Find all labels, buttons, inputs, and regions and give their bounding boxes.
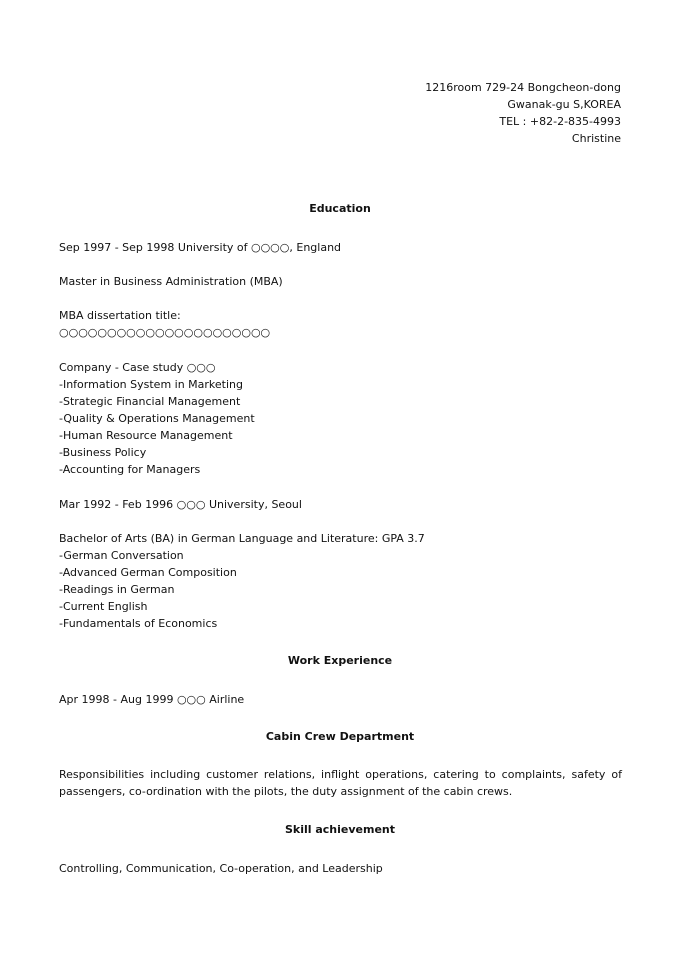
address-line-2: Gwanak-gu S,KOREA: [507, 98, 621, 111]
skill-heading: Skill achievement: [284, 823, 396, 836]
dissertation-label: MBA dissertation title:: [59, 309, 181, 322]
list-item: -German Conversation: [59, 549, 184, 562]
skill-text: Controlling, Communication, Co-operation, and Leadership: [59, 862, 383, 875]
mba-degree: Master in Business Administration (MBA): [59, 275, 283, 288]
ba-item-list: [59, 530, 425, 632]
list-item: -Current English: [59, 600, 148, 613]
dissertation-title: ○○○○○○○○○○○○○○○○○○○○○○: [59, 326, 271, 339]
list-item: Company - Case study ○○○: [59, 361, 216, 374]
cabin-crew-heading: Cabin Crew Department: [265, 730, 415, 743]
list-item: -Advanced German Composition: [59, 566, 237, 579]
applicant-name: Christine: [571, 132, 621, 145]
list-item: -Accounting for Managers: [59, 463, 201, 476]
list-item: -Quality & Operations Management: [59, 412, 255, 425]
list-item: Bachelor of Arts (BA) in German Language and Literature: GPA 3.7: [59, 532, 425, 545]
ba-period: Mar 1992 - Feb 1996 ○○○ University, Seoul: [59, 498, 302, 511]
list-item: -Information System in Marketing: [59, 378, 244, 391]
list-item: -Business Policy: [59, 446, 147, 459]
responsibilities-paragraph: Responsibilities including customer relations, inflight operations, catering to complaints, safety of passengers, co-ordination with the pilots, the duty assignment of the cabin crews.: [59, 768, 622, 798]
education-heading: Education: [309, 202, 371, 215]
mba-period: Sep 1997 - Sep 1998 University of ○○○○, England: [59, 241, 342, 254]
work-period: Apr 1998 - Aug 1999 ○○○ Airline: [59, 693, 245, 706]
mba-course-list: [59, 359, 255, 478]
telephone: TEL : +82-2-835-4993: [499, 115, 621, 128]
list-item: -Strategic Financial Management: [59, 395, 241, 408]
list-item: -Human Resource Management: [59, 429, 233, 442]
work-experience-heading: Work Experience: [287, 654, 393, 667]
address-line-1: 1216room 729-24 Bongcheon-dong: [425, 81, 621, 94]
list-item: -Readings in German: [59, 583, 175, 596]
address-block: [425, 79, 621, 147]
list-item: -Fundamentals of Economics: [59, 617, 218, 630]
dissertation: [59, 307, 270, 341]
